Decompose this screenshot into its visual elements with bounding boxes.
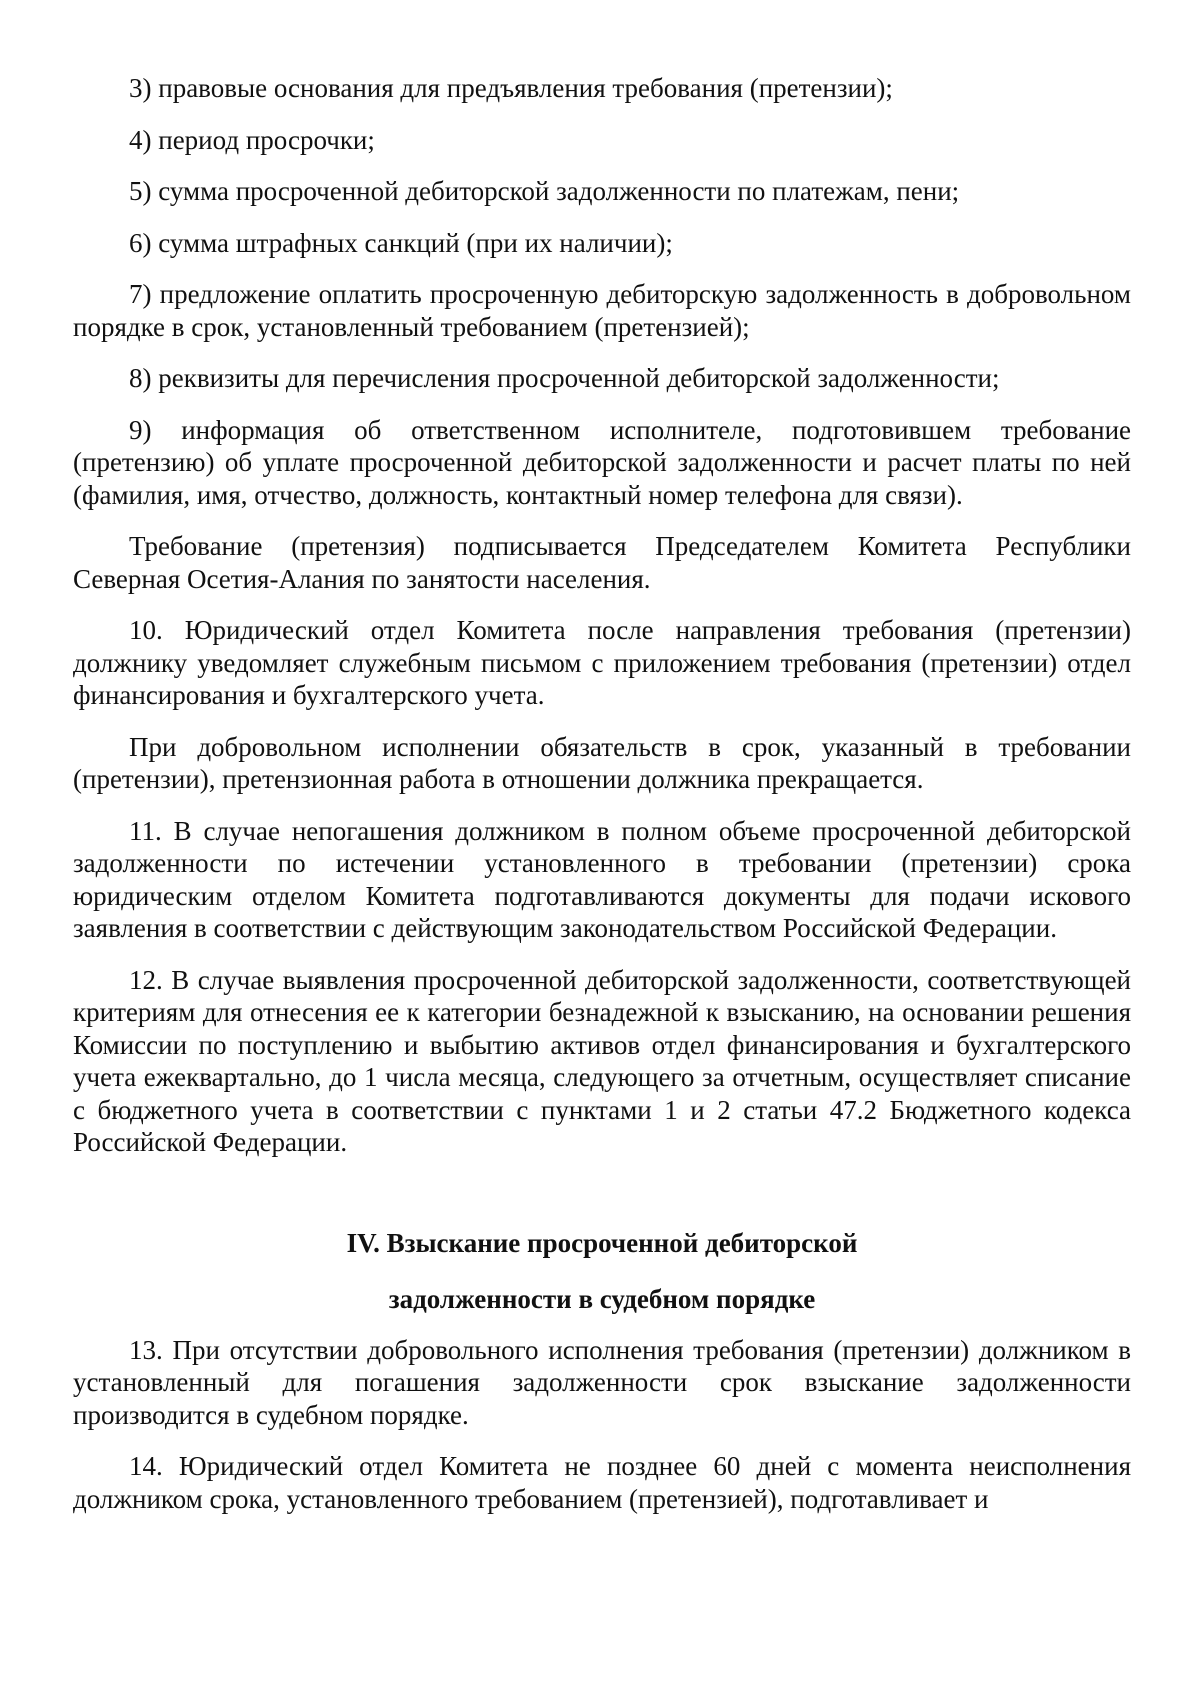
paragraph-clause-14: 14. Юридический отдел Комитета не позднее 60 дней с момента неисполнения должником срока, установленного требованием (претензией), подготавливает и <box>73 1451 1131 1514</box>
section-heading-line2: задолженности в судебном порядке <box>388 1284 816 1314</box>
paragraph-item-4: 4) период просрочки; <box>129 124 375 155</box>
section-heading-line1: IV. Взыскание просроченной дебиторской <box>346 1227 858 1258</box>
paragraph-signature-note: Требование (претензия) подписывается Председателем Комитета Республики Северная Осетия-Алания по занятости населения. <box>73 531 1131 594</box>
document-body <box>73 72 1131 1534</box>
paragraph-clause-10: 10. Юридический отдел Комитета после направления требования (претензии) должнику уведомляет служебным письмом с приложением требования (претензии) отдел финансирования и бухгалтерского учета. <box>73 615 1131 710</box>
paragraph-voluntary-execution: При добровольном исполнении обязательств в срок, указанный в требовании (претензии), претензионная работа в отношении должника прекращается. <box>73 731 1131 794</box>
paragraph-clause-11: 11. В случае непогашения должником в полном объеме просроченной дебиторской задолженности по истечении установленного в требовании (претензии) срока юридическим отделом Комитета подготавливаются документы для подачи искового заявления в соответствии с действующим законодательством Российской Федерации. <box>73 815 1131 943</box>
paragraph-clause-12: 12. В случае выявления просроченной дебиторской задолженности, соответствующей критериям для отнесения ее к категории безнадежной к взысканию, на основании решения Комиссии по поступлению и выбытию активов отдел финансирования и бухгалтерского учета ежеквартально, до 1 числа месяца, следующего за отчетным, осуществляет списание с бюджетного учета в соответствии с пунктами 1 и 2 статьи 47.2 Бюджетного кодекса Российской Федерации. <box>73 964 1131 1157</box>
paragraph-item-5: 5) сумма просроченной дебиторской задолженности по платежам, пени; <box>129 176 960 206</box>
paragraph-item-6: 6) сумма штрафных санкций (при их наличии); <box>129 227 673 258</box>
paragraph-item-8: 8) реквизиты для перечисления просроченной дебиторской задолженности; <box>129 363 1000 393</box>
paragraph-item-9: 9) информация об ответственном исполнителе, подготовившем требование (претензию) об уплате просроченной дебиторской задолженности и расчет платы по ней (фамилия, имя, отчество, должность, контактный номер телефона для связи). <box>73 414 1131 510</box>
paragraph-item-7: 7) предложение оплатить просроченную дебиторскую задолженность в добровольном порядке в срок, установленный требованием (претензией); <box>73 279 1131 342</box>
paragraph-item-3: 3) правовые основания для предъявления требования (претензии); <box>129 73 893 103</box>
paragraph-clause-13: 13. При отсутствии добровольного исполнения требования (претензии) должником в установленный для погашения задолженности срок взыскание задолженности производится в судебном порядке. <box>73 1334 1131 1430</box>
